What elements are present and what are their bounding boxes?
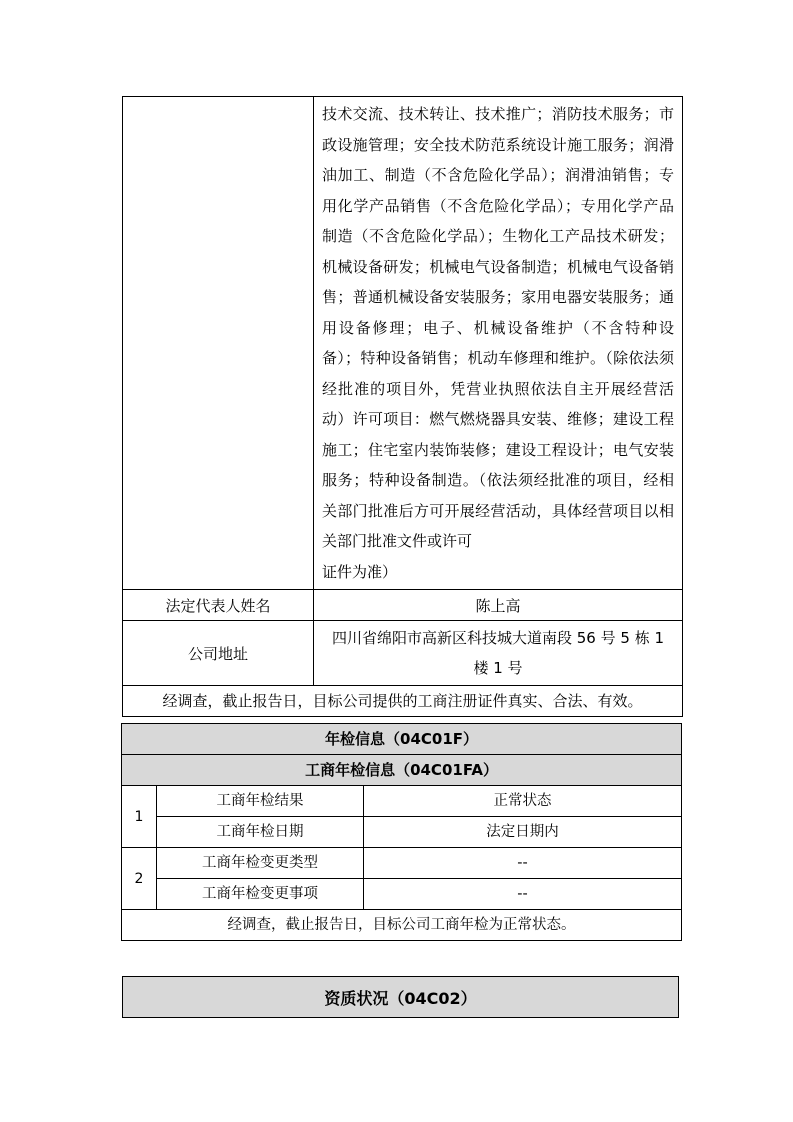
scope-line: 法须经批准的项目，经相关部门批准后方可开展经 [322, 471, 674, 520]
group-number: 1 [122, 786, 157, 848]
legal-rep-label: 法定代表人姓名 [123, 590, 314, 621]
address-value [314, 621, 683, 686]
annual-inspection-note-row [122, 910, 682, 941]
scope-line: （不含特种设备）；特种设备销售；机动车修理和 [322, 318, 674, 367]
address-label: 公司地址 [123, 621, 314, 686]
business-registration-table [122, 96, 683, 717]
qualification-title: 资质状况（04C02） [123, 977, 679, 1018]
inspection-value: 法定日期内 [364, 817, 682, 848]
scope-line: 械电气设备销售；普通机械设备安装服务；家用电 [322, 257, 674, 306]
address-row [123, 621, 683, 686]
scope-line: 证件为准） [322, 562, 398, 581]
annual-inspection-subtitle-row [122, 755, 682, 786]
qualification-title-row [123, 977, 679, 1018]
annual-inspection-note: 经调查，截止报告日，目标公司工商年检为正常状态。 [122, 910, 682, 941]
group-number: 2 [122, 848, 157, 910]
table-row [122, 786, 682, 817]
scope-line: 润滑油加工、制造（不含危险化学品）；润滑油销 [322, 135, 674, 184]
business-scope-row [123, 97, 683, 590]
inspection-value: -- [364, 848, 682, 879]
inspection-value: -- [364, 879, 682, 910]
business-scope-label-cell [123, 97, 314, 590]
inspection-label: 工商年检结果 [157, 786, 364, 817]
legal-rep-row [123, 590, 683, 621]
scope-line: 售；专用化学产品销售（不含危险化学品）；专用 [322, 166, 674, 215]
address-line: 四川省绵阳市高新区科技城大道南段 56 号 5 栋 1 [331, 629, 665, 647]
registration-note: 经调查，截止报告日，目标公司提供的工商注册证件真实、合法、有效。 [123, 686, 683, 717]
scope-line: 法自主开展经营活动）许可项目：燃气燃烧器具安 [322, 379, 674, 428]
inspection-label: 工商年检日期 [157, 817, 364, 848]
scope-line: 化学产品制造（不含危险化学品）；生物化工产品 [322, 196, 674, 245]
inspection-label: 工商年检变更事项 [157, 879, 364, 910]
registration-note-row [123, 686, 683, 717]
annual-inspection-title-row [122, 724, 682, 755]
scope-line: 装、维修；建设工程施工；住宅室内装饰装修；建 [322, 410, 674, 459]
table-row [122, 848, 682, 879]
scope-line: 器安装服务；通用设备修理；电子、机械设备维护 [322, 288, 674, 337]
inspection-label: 工商年检变更类型 [157, 848, 364, 879]
scope-line: 维护。（除依法须经批准的项目外，凭营业执照依 [322, 349, 674, 398]
annual-inspection-subtitle: 工商年检信息（04C01FA） [122, 755, 682, 786]
business-scope-text [314, 97, 683, 590]
legal-rep-value: 陈上高 [314, 590, 683, 621]
qualification-table [122, 976, 679, 1018]
scope-line: 市政设施管理；安全技术防范系统设计施工服务； [322, 105, 674, 154]
scope-line: 营活动，具体经营项目以相关部门批准文件或许可 [322, 501, 674, 550]
inspection-value: 正常状态 [364, 786, 682, 817]
table-row [122, 879, 682, 910]
scope-line: 技术交流、技术转让、技术推广；消防技术服务； [322, 105, 659, 123]
annual-inspection-title: 年检信息（04C01F） [122, 724, 682, 755]
scope-line: 技术研发；机械设备研发；机械电气设备制造；机 [322, 227, 674, 276]
table-row [122, 817, 682, 848]
address-line: 楼 1 号 [473, 659, 523, 677]
annual-inspection-table [121, 723, 682, 941]
scope-line: 设工程设计；电气安装服务；特种设备制造。（依 [322, 440, 674, 489]
